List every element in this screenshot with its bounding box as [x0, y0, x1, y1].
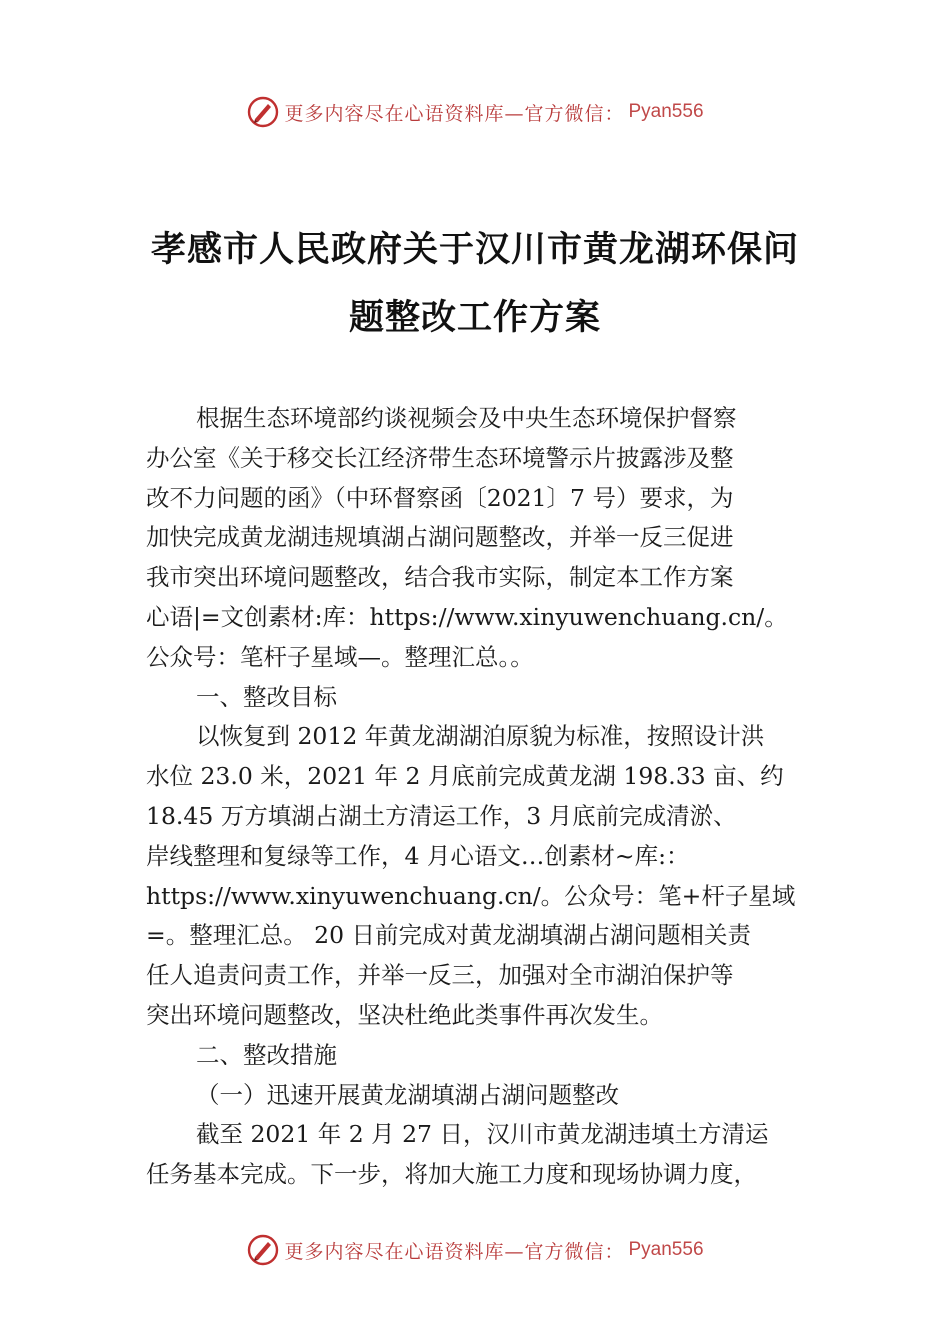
- text-line: 突出环境问题整改，坚决杜绝此类事件再次发生。: [146, 1000, 663, 1029]
- subsection-heading: （一）迅速开展黄龙湖填湖占湖问题整改: [196, 1080, 619, 1109]
- header-watermark: [0, 95, 950, 129]
- text-line: 水位 23.0 米，2021 年 2 月底前完成黄龙湖 198.33 亩、约: [146, 762, 784, 791]
- watermark-text: 更多内容尽在心语资料库—官方微信：: [284, 1240, 625, 1263]
- section-heading: 一、整改目标: [196, 682, 337, 711]
- text-line: https://www.xinyuwenchuang.cn/。公众号：笔+杆子星域: [146, 881, 796, 910]
- watermark-text: 更多内容尽在心语资料库—官方微信：: [284, 102, 625, 125]
- text-line: 任务基本完成。下一步，将加大施工力度和现场协调力度，: [146, 1160, 757, 1189]
- text-line: 改不力问题的函》（中环督察函〔2021〕7 号）要求，为: [146, 483, 734, 512]
- text-line: 岸线整理和复绿等工作，4 月心语文…创素材~库:：: [146, 841, 690, 870]
- text-line: 我市突出环境问题整改，结合我市实际，制定本工作方案: [146, 563, 734, 592]
- pen-logo-icon: [246, 1233, 280, 1267]
- document-title-line-1: 孝感市人民政府关于汉川市黄龙湖环保问: [150, 229, 799, 270]
- text-line: 根据生态环境部约谈视频会及中央生态环境保护督察: [196, 404, 737, 432]
- watermark-wechat-id: Pyan556: [628, 101, 704, 122]
- document-body: [146, 399, 808, 1195]
- document-title-line-2: 题整改工作方案: [348, 297, 601, 338]
- text-line: 任人追责问责工作，并举一反三，加强对全市湖泊保护等: [146, 961, 734, 990]
- text-line: 以恢复到 2012 年黄龙湖湖泊原貌为标准，按照设计洪: [196, 722, 765, 751]
- text-line: 截至 2021 年 2 月 27 日，汉川市黄龙湖违填土方清运: [196, 1120, 769, 1149]
- footer-watermark: [0, 1233, 950, 1267]
- watermark-wechat-id: Pyan556: [628, 1239, 704, 1260]
- text-line: 18.45 万方填湖占湖土方清运工作，3 月底前完成清淤、: [146, 801, 737, 830]
- text-line: =。整理汇总。 20 日前完成对黄龙湖填湖占湖问题相关责: [146, 921, 752, 950]
- text-line: 加快完成黄龙湖违规填湖占湖问题整改，并举一反三促进: [146, 523, 734, 552]
- text-line: 办公室《关于移交长江经济带生态环境警示片披露涉及整: [146, 443, 734, 472]
- section-heading: 二、整改措施: [196, 1040, 337, 1069]
- text-line: 心语|=文创素材:库：https://www.xinyuwenchuang.cn/。: [146, 602, 788, 631]
- pen-logo-icon: [246, 95, 280, 129]
- text-line: 公众号：笔杆子星域—。整理汇总。。: [146, 642, 534, 671]
